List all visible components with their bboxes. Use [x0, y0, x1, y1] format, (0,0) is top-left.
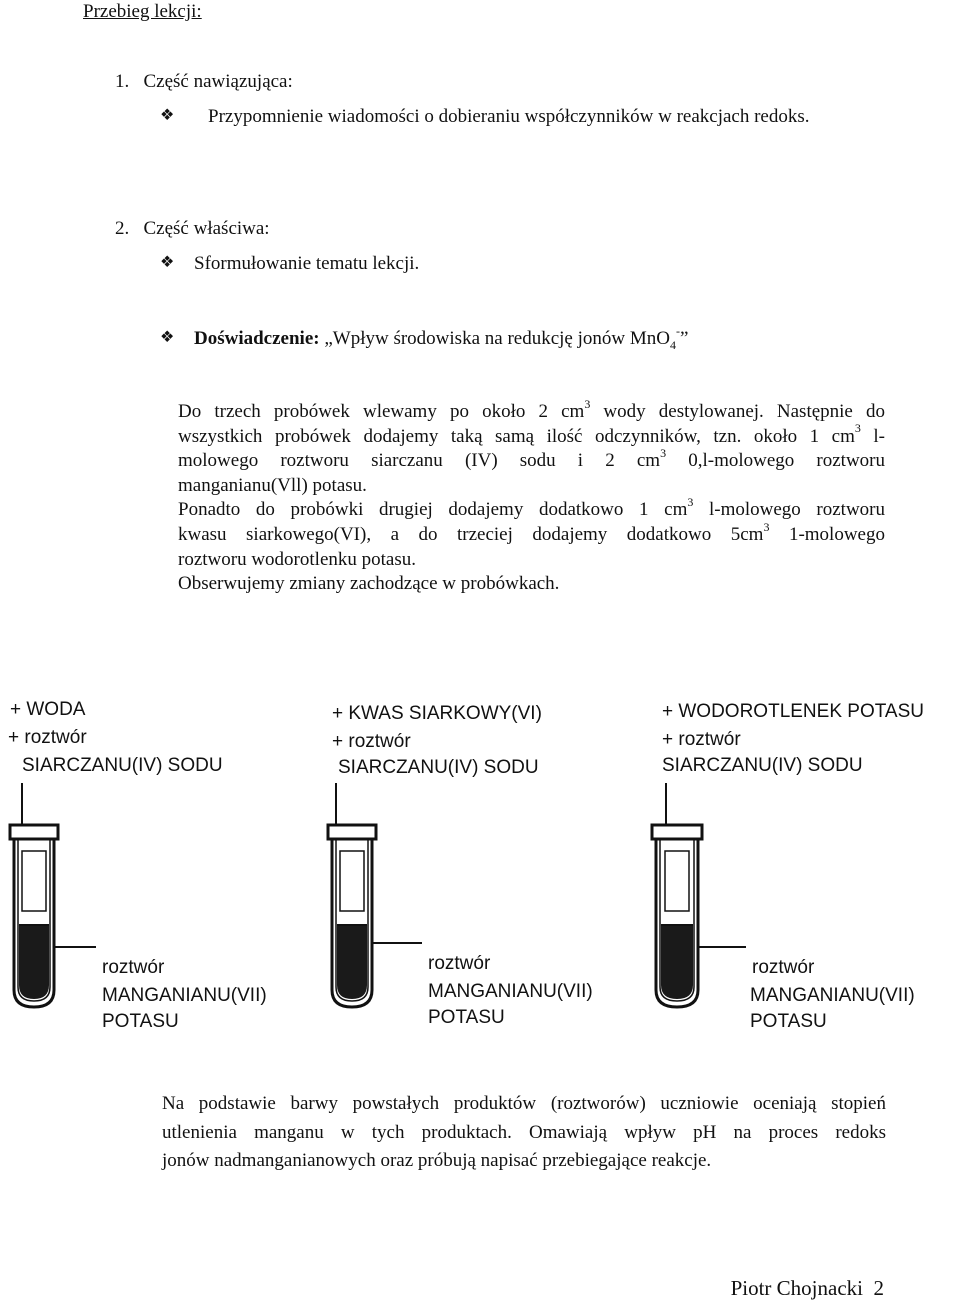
section-title: Część nawiązująca: — [143, 71, 293, 92]
text-segment: wszystkich probówek dodajemy taką samą ilość odczynników, tzn. około 1 cm — [178, 425, 855, 447]
text-line — [178, 548, 885, 573]
tube-label: + WODOROTLENEK POTASU — [662, 701, 924, 722]
tube-label: + WODA — [10, 699, 86, 720]
author-name: Piotr Chojnacki — [730, 1276, 863, 1300]
conclusion-paragraph — [162, 1090, 886, 1176]
tube-label: MANGANIANU(VII) — [102, 985, 267, 1006]
text-segment: Ponadto do probówki drugiej dodajemy dodatkowo 1 cm — [178, 499, 688, 521]
test-tube-3 — [652, 701, 924, 1032]
tube-label: SIARCZANU(IV) SODU — [662, 755, 863, 776]
superscript: 3 — [687, 495, 694, 510]
tube-label: POTASU — [102, 1011, 179, 1032]
text-segment: Obserwujemy zmiany zachodzące w probówkach. — [178, 573, 560, 595]
four-diamond-bullet-icon: ❖ — [160, 329, 175, 346]
section-number: 2. — [115, 218, 130, 239]
text-segment: kwasu siarkowego(VI), a do trzeciej dodajemy dodatkowo 5cm — [178, 523, 764, 545]
section-number: 1. — [115, 71, 130, 92]
text-segment: l- — [860, 425, 885, 447]
text-segment: roztworu wodorotlenku potasu. — [178, 548, 416, 570]
tube-label: SIARCZANU(IV) SODU — [338, 757, 539, 778]
section-title: Część właściwa: — [143, 218, 270, 239]
superscript: 3 — [584, 396, 591, 411]
text-line — [178, 421, 885, 450]
superscript: 3 — [763, 519, 770, 534]
tube-label: POTASU — [750, 1011, 827, 1032]
test-tube-1 — [8, 699, 267, 1032]
lesson-heading: Przebieg lekcji: — [83, 1, 202, 22]
bullet-text: Przypomnienie wiadomości o dobieraniu współczynników w reakcjach redoks. — [208, 106, 810, 127]
text-segment: l-molowego roztworu — [693, 499, 885, 521]
tube-label: roztwór — [102, 957, 165, 978]
tube-label: + roztwór — [8, 727, 87, 748]
text-segment: 0,l-molowego roztworu — [666, 450, 886, 472]
text-segment: manganianu(Vll) potasu. — [178, 474, 367, 496]
test-tubes-diagram — [0, 685, 960, 1035]
text-line: jonów nadmanganianowych oraz próbują napisać przebiegające reakcje. — [162, 1150, 712, 1171]
superscript: 3 — [854, 421, 861, 436]
text-segment: 1-molowego — [769, 523, 885, 545]
four-diamond-bullet-icon: ❖ — [160, 107, 175, 124]
tube-label: + roztwór — [662, 729, 741, 750]
text-line — [178, 572, 885, 597]
text-line: Na podstawie barwy powstałych produktów (roztworów) uczniowie oceniają stopień — [162, 1093, 886, 1114]
tube-label: POTASU — [428, 1007, 505, 1028]
text-line — [178, 396, 885, 425]
tube-label: + roztwór — [332, 731, 411, 752]
page-footer — [731, 1276, 884, 1301]
tube-label: MANGANIANU(VII) — [428, 981, 593, 1002]
text-line — [178, 519, 885, 548]
test-tube-2 — [328, 703, 593, 1028]
section-1-title — [115, 72, 293, 91]
text-line — [178, 445, 886, 474]
text-line — [178, 474, 885, 499]
tube-label: MANGANIANU(VII) — [750, 985, 915, 1006]
bullet-text: Sformułowanie tematu lekcji. — [194, 253, 420, 274]
text-line: utlenienia manganu w tych produktach. Omawiają wpływ pH na proces redoks — [162, 1121, 886, 1143]
tube-label: SIARCZANU(IV) SODU — [22, 755, 223, 776]
experiment-label: Doświadczenie: — [194, 328, 320, 349]
tube-label: roztwór — [752, 957, 815, 978]
experiment-title: Doświadczenie: „Wpływ środowiska na redukcję jonów MnO$_4$-” — [194, 323, 689, 352]
superscript: 3 — [660, 445, 667, 460]
section-2-title — [115, 219, 270, 238]
text-line — [178, 495, 885, 523]
page-number: 2 — [873, 1276, 884, 1300]
text-segment: wody destylowanej. Następnie do — [590, 401, 885, 422]
tube-label: + KWAS SIARKOWY(VI) — [332, 703, 542, 724]
tube-label: roztwór — [428, 953, 491, 974]
text-segment: Do trzech probówek wlewamy po około 2 cm — [178, 401, 585, 422]
text-segment: molowego roztworu siarczanu (IV) sodu i 2 cm — [178, 450, 661, 472]
four-diamond-bullet-icon: ❖ — [160, 254, 175, 271]
experiment-description — [178, 396, 886, 597]
